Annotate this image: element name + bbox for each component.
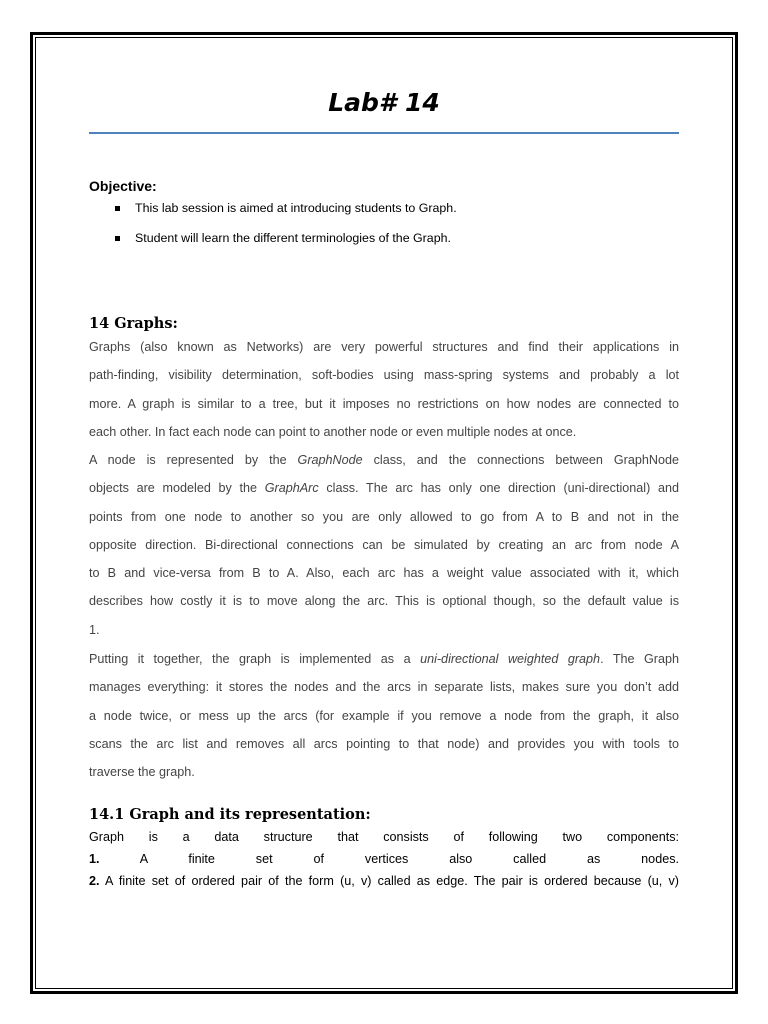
- representation-paragraph: Graph is a data structure that consists of following two components: 1. A finite set of vertices also called as nodes. 2. A finite set of ordered pair of the form (u, v) called as edge. The pair is ordered because (u, v): [89, 830, 679, 888]
- objective-list: [115, 200, 675, 260]
- graphs-paragraph-1: Graphs (also known as Networks) are very powerful structures and find their applications in path-finding, visibility determination, soft-bodies using mass-spring systems and probably a lot more. A graph is similar to a tree, but it imposes no restrictions on how nodes are connected to each other. In fact each node can point to another node or even multiple nodes at once.: [89, 340, 679, 439]
- bullet-square-icon: [115, 236, 120, 241]
- list-item: This lab session is aimed at introducing students to Graph.: [115, 200, 675, 230]
- page-title: Lab# 14: [328, 88, 440, 117]
- section-heading-representation: 14.1 Graph and its representation:: [89, 806, 371, 823]
- bullet-square-icon: [115, 206, 120, 211]
- list-item: Student will learn the different terminologies of the Graph.: [115, 230, 675, 260]
- title-underline: [89, 132, 679, 134]
- section-heading-graphs: 14 Graphs:: [89, 315, 178, 332]
- graphs-paragraph-2: A node is represented by the GraphNode class, and the connections between GraphNode objects are modeled by the GraphArc class. The arc has only one direction (uni-directional) and points from one node to another so you are only allowed to go from A to B and not in the opposite direction. Bi-directional connections can be simulated by creating an arc from node A to B and vice-versa from B to A. Also, each arc has a weight value associated with it, which describes how costly it is to move along the arc. This is optional though, so the default value is 1.: [89, 453, 679, 637]
- graphs-paragraph-3: Putting it together, the graph is implemented as a uni-directional weighted graph. The Graph manages everything: it stores the nodes and the arcs in separate lists, makes sure you don’t add a node twice, or mess up the arcs (for example if you remove a node from the graph, it also scans the arc list and removes all arcs pointing to that node) and provides you with tools to traverse the graph.: [89, 652, 679, 780]
- objective-heading: Objective:: [89, 178, 157, 194]
